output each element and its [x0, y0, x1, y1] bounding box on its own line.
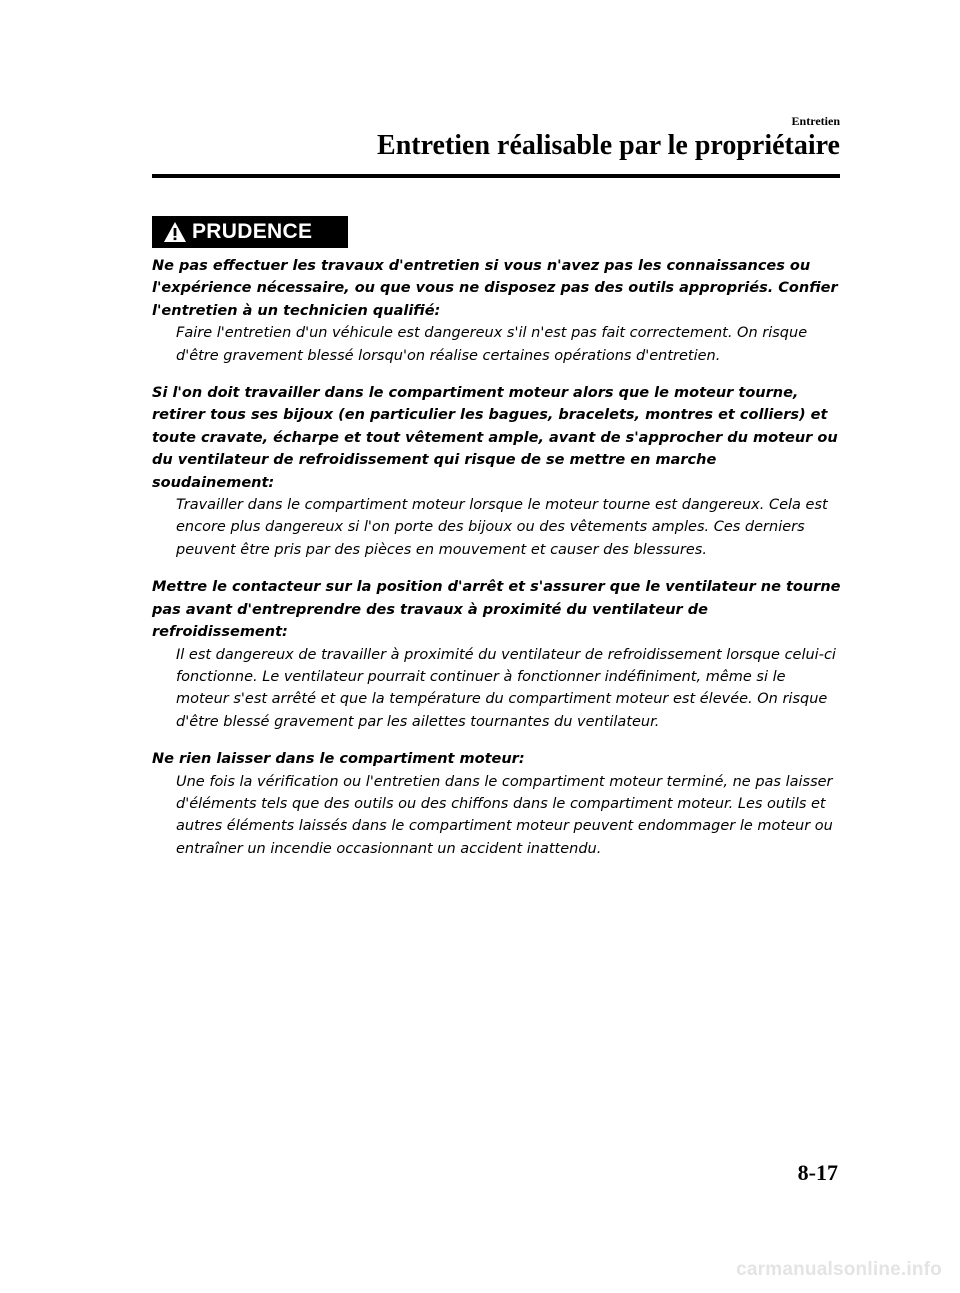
caution-label: PRUDENCE [192, 220, 313, 243]
caution-banner [152, 216, 348, 248]
watermark: carmanualsonline.info [736, 1259, 942, 1280]
warning-body: Faire l'entretien d'un véhicule est dangereux s'il n'est pas fait correctement. On risque d'être gravement blessé lorsqu'on réalise certaines opérations d'entretien. [176, 325, 808, 364]
warning-item [152, 382, 842, 561]
warning-heading: Ne pas effectuer les travaux d'entretien si vous n'avez pas les connaissances ou l'expérience nécessaire, ou que vous ne disposez pas des outils appropriés. Confier l'entretien à un technicien qualifié: [152, 258, 838, 319]
warning-list [152, 255, 842, 875]
section-label: Entretien [791, 114, 840, 128]
warning-body: Travailler dans le compartiment moteur lorsque le moteur tourne est dangereux. Cela est encore plus dangereux si l'on porte des bijoux ou des vêtements amples. Ces derniers peuvent être pris par des pièces en mouvement et causer des blessures. [176, 497, 828, 558]
warning-heading: Ne rien laisser dans le compartiment moteur: [152, 751, 525, 768]
warning-body: Il est dangereux de travailler à proximité du ventilateur de refroidissement lorsque celui-ci fonctionne. Le ventilateur pourrait continuer à fonctionner indéfiniment, même si le moteur s'est arrêté et que la température du compartiment moteur est élevée. On risque d'être blessé gravement par les ailettes tournantes du ventilateur. [176, 646, 836, 730]
warning-heading: Si l'on doit travailler dans le compartiment moteur alors que le moteur tourne, retirer tous ses bijoux (en particulier les bagues, bracelets, montres et colliers) et toute cravate, écharpe et tout vêtement ample, avant de s'approcher du moteur ou du ventilateur de refroidissement qui risque de se mettre en marche soudainement: [152, 385, 838, 491]
warning-triangle-icon [163, 221, 187, 243]
page-title: Entretien réalisable par le propriétaire [377, 130, 840, 161]
warning-body: Une fois la vérification ou l'entretien dans le compartiment moteur terminé, ne pas laisser d'éléments tels que des outils ou des chiffons dans le compartiment moteur. Les outils et autres éléments laissés dans le compartiment moteur peuvent endommager le moteur ou entraîner un incendie occasionnant un accident inattendu. [176, 773, 833, 857]
page-number: 8-17 [797, 1160, 838, 1185]
warning-item [152, 255, 842, 367]
header-divider [152, 174, 840, 178]
warning-heading: Mettre le contacteur sur la position d'arrêt et s'assurer que le ventilateur ne tourne pas avant d'entreprendre des travaux à proximité du ventilateur de refroidissement: [152, 579, 841, 641]
warning-item [152, 748, 842, 860]
warning-item [152, 576, 842, 733]
